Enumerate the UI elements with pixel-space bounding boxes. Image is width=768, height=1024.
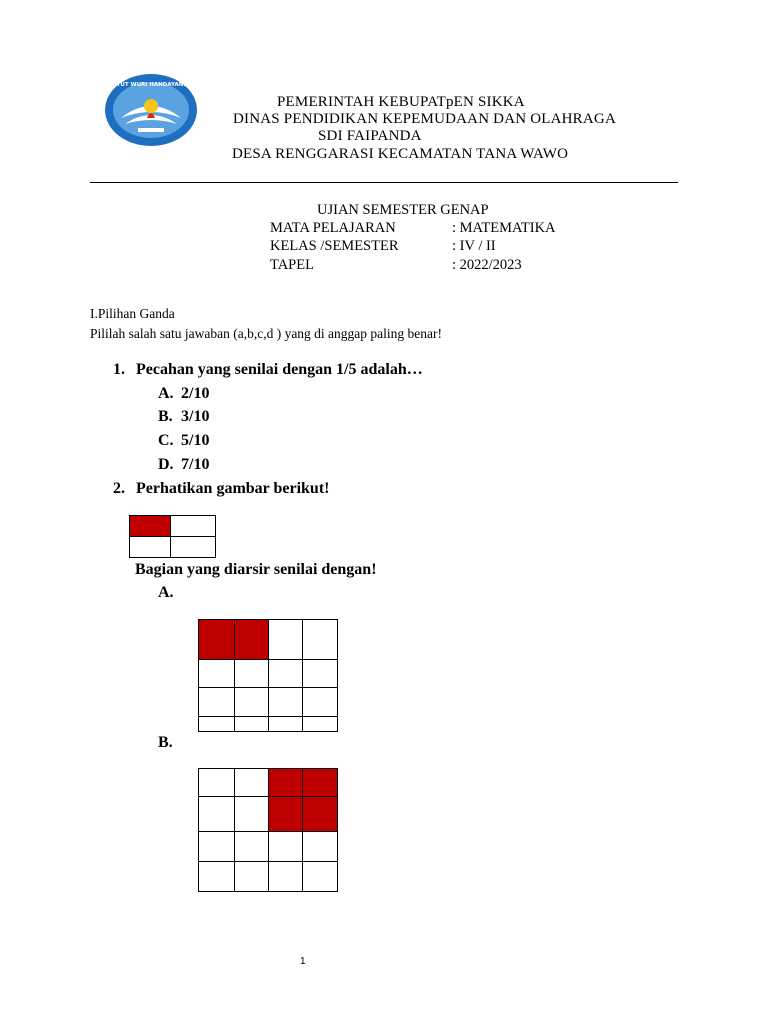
header-line-2: DINAS PENDIDIKAN KEPEMUDAAN DAN OLAHRAGA xyxy=(233,111,616,127)
grid-cell xyxy=(199,717,235,732)
exam-title: UJIAN SEMESTER GENAP xyxy=(317,202,489,218)
grid-cell xyxy=(235,660,269,688)
grid-cell xyxy=(269,862,303,892)
q2-option-a-letter: A. xyxy=(158,584,174,601)
q1-option-a-letter: A. xyxy=(158,385,174,402)
q1-option-d-letter: D. xyxy=(158,456,174,473)
grid-cell xyxy=(303,862,338,892)
grid-cell xyxy=(235,862,269,892)
grid-cell xyxy=(235,717,269,732)
grid-cell xyxy=(269,688,303,717)
q1-option-c-text: 5/10 xyxy=(181,432,210,449)
grid-cell xyxy=(303,660,338,688)
q2-option-b-letter: B. xyxy=(158,734,173,751)
header-line-1: PEMERINTAH KEBUPATpEN SIKKA xyxy=(277,94,525,110)
grid-cell-shaded xyxy=(269,797,303,832)
q2-option-a-grid xyxy=(198,619,338,732)
grid-cell xyxy=(199,769,235,797)
grid-cell xyxy=(269,717,303,732)
grid-cell xyxy=(199,688,235,717)
grid-cell-shaded xyxy=(235,620,269,660)
grid-cell xyxy=(235,769,269,797)
exam-label-subject: MATA PELAJARAN xyxy=(270,220,396,236)
q2-option-b-grid xyxy=(198,768,338,892)
header-divider xyxy=(90,182,678,183)
exam-value-class: : IV / II xyxy=(452,238,496,254)
logo-motto: TUT WURI HANDAYANI xyxy=(116,82,186,88)
grid-cell xyxy=(235,832,269,862)
grid-cell xyxy=(303,832,338,862)
exam-value-subject: : MATEMATIKA xyxy=(452,220,556,236)
grid-cell xyxy=(130,537,171,558)
grid-cell xyxy=(303,620,338,660)
grid-cell xyxy=(199,862,235,892)
exam-label-year: TAPEL xyxy=(270,257,314,273)
grid-cell-shaded xyxy=(303,797,338,832)
section-instruction: Pililah salah satu jawaban (a,b,c,d ) yang di anggap paling benar! xyxy=(90,326,443,341)
q2-number: 2. xyxy=(113,480,125,497)
q2-text: Perhatikan gambar berikut! xyxy=(136,480,330,497)
q1-option-d-text: 7/10 xyxy=(181,456,210,473)
grid-cell xyxy=(303,717,338,732)
grid-cell xyxy=(303,688,338,717)
grid-cell xyxy=(269,620,303,660)
grid-cell-shaded xyxy=(303,769,338,797)
page-number: 1 xyxy=(300,956,306,967)
section-title: I.Pilihan Ganda xyxy=(90,306,175,321)
grid-cell xyxy=(269,660,303,688)
grid-cell xyxy=(235,797,269,832)
q1-option-a-text: 2/10 xyxy=(181,385,210,402)
grid-cell-shaded xyxy=(269,769,303,797)
grid-cell-shaded xyxy=(130,516,171,537)
q1-option-b-letter: B. xyxy=(158,408,173,425)
q1-text: Pecahan yang senilai dengan 1/5 adalah… xyxy=(136,361,423,378)
q2-prompt: Bagian yang diarsir senilai dengan! xyxy=(135,561,377,578)
school-logo xyxy=(103,72,199,153)
exam-label-class: KELAS /SEMESTER xyxy=(270,238,399,254)
grid-cell xyxy=(199,832,235,862)
grid-cell xyxy=(199,660,235,688)
q1-option-b-text: 3/10 xyxy=(181,408,210,425)
grid-cell xyxy=(269,832,303,862)
grid-cell xyxy=(199,797,235,832)
grid-cell xyxy=(235,688,269,717)
grid-cell xyxy=(171,516,216,537)
grid-cell-shaded xyxy=(199,620,235,660)
header-line-4: DESA RENGGARASI KECAMATAN TANA WAWO xyxy=(232,146,569,162)
grid-cell xyxy=(171,537,216,558)
header-line-3: SDI FAIPANDA xyxy=(318,128,422,144)
q1-option-c-letter: C. xyxy=(158,432,174,449)
exam-value-year: : 2022/2023 xyxy=(452,257,522,273)
q2-figure-grid xyxy=(129,515,216,558)
q1-number: 1. xyxy=(113,361,125,378)
